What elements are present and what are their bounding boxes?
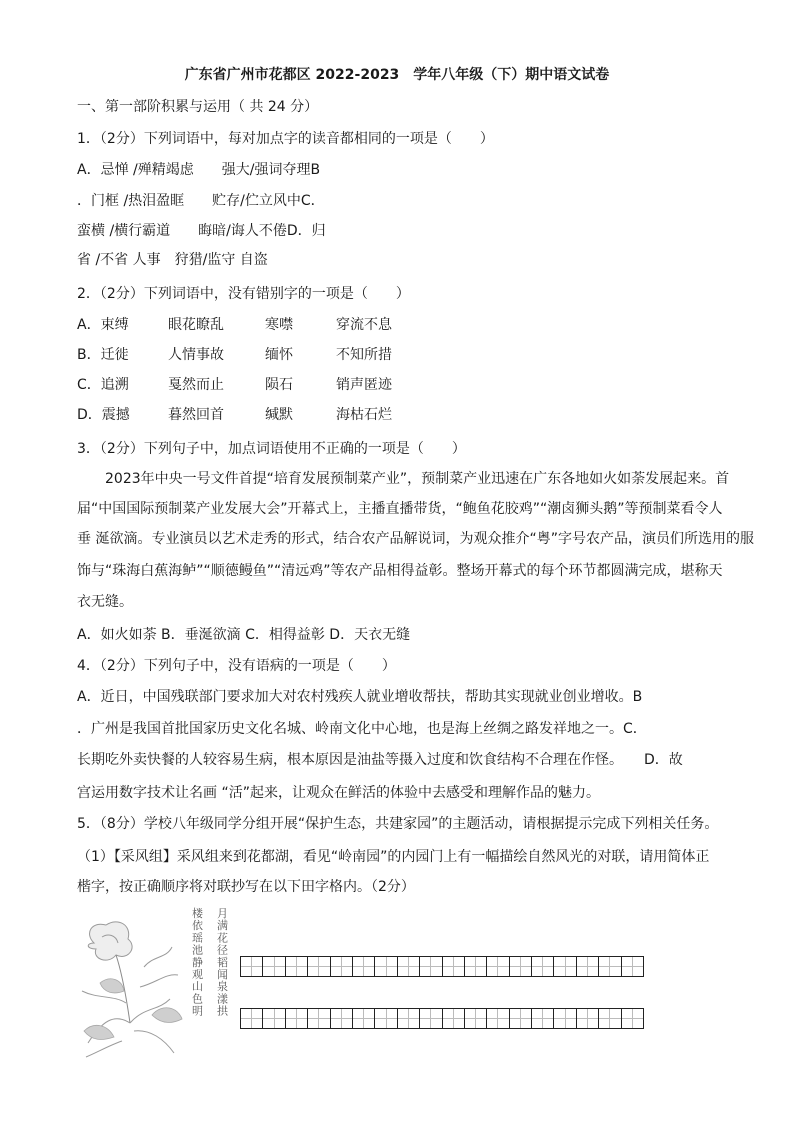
grid-cell[interactable]	[532, 1009, 554, 1029]
grid-cell[interactable]	[464, 957, 486, 977]
grid-cell[interactable]	[330, 1009, 352, 1029]
q1-line-a: A．忌惮 /殚精竭虑 强大/强词夺理B	[77, 162, 321, 178]
grid-cell[interactable]	[263, 957, 285, 977]
option-word: 人情事故	[168, 347, 224, 363]
q4-line-b: ．广州是我国首批国家历史文化名城、岭南文化中心地，也是海上丝绸之路发祥地之一。C．	[77, 721, 647, 737]
grid-cell[interactable]	[397, 1009, 419, 1029]
option-word: 穿流不息	[336, 317, 392, 333]
grid-cell[interactable]	[621, 1009, 643, 1029]
grid-cell[interactable]	[352, 957, 374, 977]
grid-cell[interactable]	[420, 957, 442, 977]
q3-passage-line: 饰与“珠海白蕉海鲈”“顺德鳗鱼”“清远鸡”等农产品相得益彰。整场开幕式的每个环节都圆满完成，堪称天	[77, 563, 723, 579]
grid-cell[interactable]	[308, 957, 330, 977]
grid-cell[interactable]	[285, 957, 307, 977]
q1-line-b: ．门框 /热泪盈眶 贮存/伫立风中C．	[77, 193, 325, 209]
grid-cell[interactable]	[442, 1009, 464, 1029]
q4-line-d: 宫运用数字技术让名画 “活”起来，让观众在鲜活的体验中去感受和理解作品的魅力。	[77, 785, 600, 801]
grid-cell[interactable]	[509, 1009, 531, 1029]
grid-cell[interactable]	[397, 957, 419, 977]
option-word: 海枯石烂	[336, 407, 392, 423]
q5-sub1-line: 楷字，按正确顺序将对联抄写在以下田字格内。（2分）	[77, 879, 415, 895]
grid-cell[interactable]	[487, 1009, 509, 1029]
q1-line-c: 蛮横 /横行霸道 晦暗/诲人不倦D．归	[77, 223, 326, 239]
grid-cell[interactable]	[554, 1009, 576, 1029]
couplet-left-column: 楼依瑶池静观山色明	[192, 907, 203, 1018]
grid-cell[interactable]	[509, 957, 531, 977]
grid-cell[interactable]	[352, 1009, 374, 1029]
option-word: 不知所措	[336, 347, 392, 363]
grid-cell[interactable]	[599, 957, 621, 977]
grid-cell[interactable]	[375, 957, 397, 977]
q3-stem: 3．（2分）下列句子中，加点词语使用不正确的一项是（ ）	[77, 441, 466, 457]
answer-grid-1[interactable]	[240, 956, 644, 977]
option-word: 寒噤	[265, 317, 293, 333]
grid-cell[interactable]	[375, 1009, 397, 1029]
grid-cell[interactable]	[487, 957, 509, 977]
section-heading: 一、第一部阶积累与运用（ 共 24 分）	[77, 99, 319, 115]
option-word: 暮然回首	[168, 407, 224, 423]
q1-stem: 1．（2分）下列词语中，每对加点字的读音都相同的一项是（ ）	[77, 131, 494, 147]
q5-stem: 5．（8分）学校八年级同学分组开展“保护生态，共建家园”的主题活动，请根据提示完成下列相关任务。	[77, 816, 719, 832]
q3-passage-line: 垂 涎欲滴。专业演员以艺术走秀的形式，结合农产品解说词，为观众推介“粤”字号农产品，演员们所选用的服	[77, 531, 754, 547]
grid-cell[interactable]	[442, 957, 464, 977]
grid-cell[interactable]	[241, 1009, 263, 1029]
q4-line-a: A．近日，中国残联部门要求加大对农村残疾人就业增收帮扶，帮助其实现就业创业增收。B	[77, 689, 643, 705]
grid-cell[interactable]	[599, 1009, 621, 1029]
option-word: 陨石	[265, 377, 293, 393]
grid-cell[interactable]	[308, 1009, 330, 1029]
option-word: 缄默	[265, 407, 293, 423]
page-title: 广东省广州市花都区 2022-2023 学年八年级（下）期中语文试卷	[184, 67, 610, 83]
option-word: 戛然而止	[168, 377, 224, 393]
grid-cell[interactable]	[241, 957, 263, 977]
q2-stem: 2．（2分）下列词语中，没有错别字的一项是（ ）	[77, 286, 410, 302]
grid-cell[interactable]	[464, 1009, 486, 1029]
answer-grid-2[interactable]	[240, 1008, 644, 1029]
grid-cell[interactable]	[532, 957, 554, 977]
option-word: 缅怀	[265, 347, 293, 363]
grid-cell[interactable]	[285, 1009, 307, 1029]
q4-stem: 4．（2分）下列句子中，没有语病的一项是（ ）	[77, 658, 396, 674]
option-label: C．追溯	[77, 377, 129, 393]
couplet-illustration	[74, 903, 234, 1059]
grid-cell[interactable]	[576, 957, 598, 977]
grid-cell[interactable]	[330, 957, 352, 977]
option-label: A．束缚	[77, 317, 129, 333]
option-word: 销声匿迹	[336, 377, 392, 393]
couplet-right-column: 月满花径韬闻泉漾拱	[217, 907, 228, 1018]
option-label: D．震撼	[77, 407, 130, 423]
q3-passage-line: 2023年中央一号文件首提“培育发展预制菜产业”，预制菜产业迅速在广东各地如火如荼发展起来。首	[77, 471, 730, 487]
q3-options: A．如火如荼 B．垂涎欲滴 C．相得益彰 D．天衣无缝	[77, 627, 411, 643]
grid-cell[interactable]	[554, 957, 576, 977]
option-word: 眼花瞭乱	[168, 317, 224, 333]
q5-sub1-line: （1）【采风组】采风组来到花都湖，看见“岭南园”的内园门上有一幅描绘自然风光的对联，请用简体正	[77, 849, 710, 865]
q3-passage-line: 衣无缝。	[77, 594, 133, 610]
q1-line-d: 省 /不省 人事 狩猎/监守 自盗	[77, 252, 268, 268]
grid-cell[interactable]	[263, 1009, 285, 1029]
q3-passage-line: 届“中国国际预制菜产业发展大会”开幕式上，主播直播带货，“鲍鱼花胶鸡”“潮卤狮头鹅”等预制菜看令人	[77, 501, 723, 517]
grid-cell[interactable]	[420, 1009, 442, 1029]
option-label: B．迁徙	[77, 347, 129, 363]
grid-cell[interactable]	[576, 1009, 598, 1029]
q4-line-c: 长期吃外卖快餐的人较容易生病，根本原因是油盐等摄入过度和饮食结构不合理在作怪。 D．故	[77, 752, 683, 768]
grid-cell[interactable]	[621, 957, 643, 977]
